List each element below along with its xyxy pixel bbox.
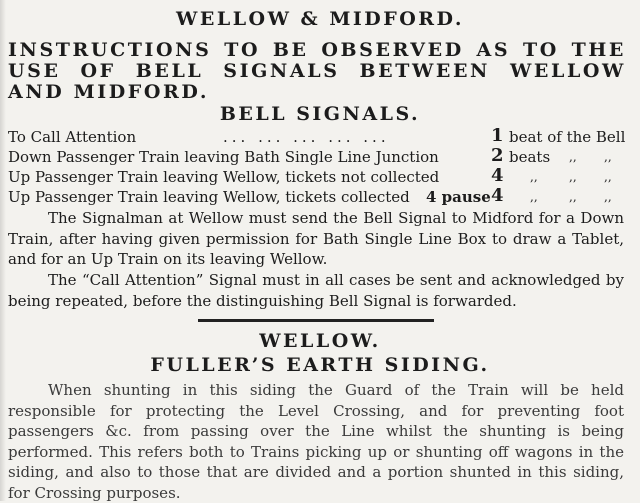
call-attention-paragraph: The “Call Attention” Signal must in all cases be sent and acknowledged by being repeated, before the distinguishing Bell Signal is forwarded. bbox=[8, 271, 624, 310]
instructions-heading: INSTRUCTIONS TO BE OBSERVED AS TO THE USE OF BELL SIGNALS BETWEEN WELLOW AND MIDFORD. bbox=[8, 39, 626, 103]
signal-row bbox=[8, 187, 628, 207]
ditto-mark: ,, bbox=[569, 150, 577, 164]
section-divider bbox=[198, 319, 434, 322]
ditto-mark: ,, bbox=[569, 190, 577, 204]
signal-beat-count: 4 bbox=[491, 185, 504, 206]
signal-description: Up Passenger Train leaving Wellow, tickets not collected bbox=[8, 168, 440, 186]
ditto-mark: ,, bbox=[604, 150, 612, 164]
bell-signals-heading: BELL SIGNALS. bbox=[219, 103, 421, 125]
ditto-mark: ,, bbox=[530, 170, 538, 184]
signal-pause: 4 pause bbox=[426, 188, 491, 206]
signal-row bbox=[8, 167, 628, 187]
ditto-mark: ,, bbox=[530, 190, 538, 204]
section-subheading: FULLER’S EARTH SIDING. bbox=[150, 354, 490, 376]
signal-beat-count: 1 bbox=[491, 125, 504, 146]
ditto-mark: ,, bbox=[604, 170, 612, 184]
ditto-mark: ,, bbox=[604, 190, 612, 204]
document-title: WELLOW & MIDFORD. bbox=[176, 8, 464, 30]
signal-description: To Call Attention bbox=[8, 128, 137, 146]
section-heading: WELLOW. bbox=[259, 330, 381, 352]
signal-beat-count: 2 bbox=[491, 145, 504, 166]
signal-unit: beat of the Bell bbox=[509, 128, 626, 146]
leader-dots: ... ... ... ... ... bbox=[223, 128, 390, 146]
ditto-mark: ,, bbox=[569, 170, 577, 184]
signalman-paragraph: The Signalman at Wellow must send the Bell Signal to Midford for a Down Train, after having given permission for Bath Single Line Box to draw a Tablet, and for an Up Train on its leaving Wellow. bbox=[8, 209, 624, 268]
signal-description: Up Passenger Train leaving Wellow, tickets collected bbox=[8, 188, 410, 206]
siding-paragraph: When shunting in this siding the Guard of the Train will be held responsible for protecting the Level Crossing, and for preventing foot passengers &c. from passing over the Line whilst the shunting is being performed. This refers both to Trains picking up or shunting off wagons in the siding, and also to those that are divided and a portion shunted in this siding, for Crossing purposes. bbox=[8, 381, 624, 502]
signal-description: Down Passenger Train leaving Bath Single Line Junction bbox=[8, 148, 439, 166]
signal-row bbox=[8, 147, 628, 167]
signal-beat-count: 4 bbox=[491, 165, 504, 186]
signal-row bbox=[8, 127, 628, 147]
signal-unit: beats bbox=[509, 148, 551, 166]
